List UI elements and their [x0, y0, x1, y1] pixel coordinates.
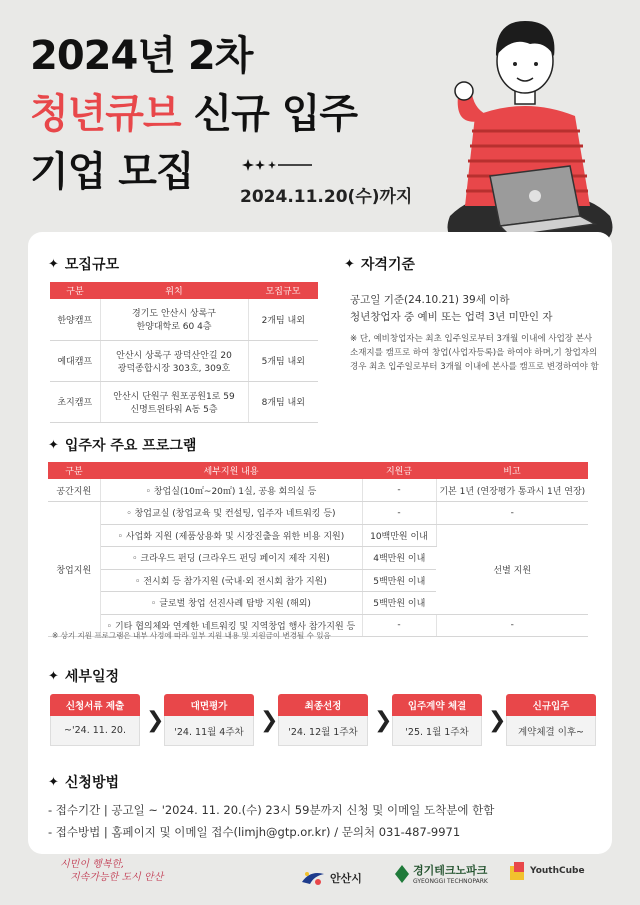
recruit-scale-title: 모집규모	[64, 257, 120, 273]
program-note-merged: 선별 지원	[436, 524, 588, 614]
title-new-tenant: 신규 입주	[193, 91, 357, 137]
youthcube-name: YouthCube	[530, 866, 585, 876]
youthcube-logo	[508, 860, 585, 882]
step-title: 신청서류 제출	[50, 694, 140, 716]
youthcube-emblem-icon	[508, 860, 528, 882]
column-header: 구분	[48, 462, 100, 479]
program-title: 입주자 주요 프로그램	[64, 438, 197, 454]
program-detail: ◦ 사업화 지원 (제품상용화 및 시장진출을 위한 비용 지원)	[100, 524, 362, 547]
title-line-1: 2024년 2차	[30, 33, 253, 79]
qualification-age: 공고일 기준(24.10.21) 39세 이하	[350, 294, 510, 306]
content-card	[28, 232, 612, 854]
program-detail: ◦ 크라우드 펀딩 (크라우드 펀딩 페이지 제작 지원)	[100, 547, 362, 570]
step-title: 최종선정	[278, 694, 368, 716]
recruit-scale-heading	[48, 254, 119, 274]
qualification-heading	[344, 254, 415, 274]
step-date: ~'24. 11. 20.	[50, 716, 140, 746]
step-date: '25. 1월 1주차	[392, 716, 482, 746]
slogan-line-1: 시민이 행복한,	[60, 859, 125, 870]
program-amount: 5백만원 이내	[362, 569, 436, 592]
step-title: 입주계약 체결	[392, 694, 482, 716]
program-table	[48, 462, 588, 637]
program-detail: ◦ 창업실(10㎡~20㎡) 1실, 공용 회의실 등	[100, 479, 362, 502]
student-with-laptop-illustration	[420, 6, 635, 256]
program-note: -	[436, 502, 588, 525]
schedule-title: 세부일정	[64, 669, 120, 685]
schedule-step	[392, 694, 482, 748]
column-header: 구분	[50, 282, 100, 299]
camp-scale: 2개팀 내외	[248, 299, 318, 340]
program-note: -	[436, 614, 588, 637]
camp-scale: 5개팀 내외	[248, 340, 318, 381]
deadline: 2024.11.20(수)까지	[240, 187, 413, 207]
schedule-step	[164, 694, 254, 748]
program-amount: 5백만원 이내	[362, 592, 436, 615]
program-amount: -	[362, 479, 436, 502]
gtp-name-en: GYEONGGI TECHNOPARK	[413, 878, 488, 885]
method-heading	[48, 772, 119, 792]
program-heading	[48, 435, 196, 455]
sparkle-icon: ✦	[344, 256, 355, 272]
qualification-title: 자격기준	[360, 257, 416, 273]
program-amount: 10백만원 이내	[362, 524, 436, 547]
ansan-emblem-icon	[300, 868, 326, 888]
gtp-name-kr: 경기테크노파크	[413, 864, 488, 877]
step-title: 대면평가	[164, 694, 254, 716]
column-header: 비고	[436, 462, 588, 479]
column-header: 위치	[100, 282, 248, 299]
camp-location: 안산시 상록구 광덕산안길 20 광덕종합시장 303호, 309호	[100, 340, 248, 381]
step-date: '24. 11월 4주차	[164, 716, 254, 746]
program-note: 기본 1년 (연장평가 통과시 1년 연장)	[436, 479, 588, 502]
column-header: 지원금	[362, 462, 436, 479]
sparkle-icon: ✦	[48, 256, 59, 272]
ansan-city-logo	[300, 868, 362, 888]
category-space: 공간지원	[48, 479, 100, 502]
title-line-2	[30, 92, 357, 136]
method-period: - 접수기간 | 공고일 ~ '2024. 11. 20.(수) 23시 59분까지 신청 및 이메일 도착분에 한함	[48, 803, 495, 817]
title-line-3: 기업 모집	[30, 149, 194, 195]
sparkle-icon: ✦	[48, 437, 59, 453]
step-date: 계약체결 이후~	[506, 716, 596, 746]
camp-name: 한양캠프	[50, 299, 100, 340]
gtp-emblem-icon	[395, 865, 409, 883]
ansan-city-name: 안산시	[330, 872, 362, 885]
sparkle-line-icon	[242, 158, 312, 172]
step-title: 신규입주	[506, 694, 596, 716]
qualification-text	[350, 292, 606, 326]
chevron-right-icon: ❯	[374, 708, 393, 733]
program-detail: ◦ 기타 협의체와 연계한 네트워킹 및 지역창업 행사 참가지원 등	[100, 614, 362, 637]
table-row	[50, 299, 318, 340]
schedule-steps	[50, 694, 590, 752]
step-date: '24. 12월 1주차	[278, 716, 368, 746]
program-amount: 4백만원 이내	[362, 547, 436, 570]
qualification-career: 청년창업자 중 예비 또는 업력 3년 미만인 자	[350, 311, 553, 323]
camp-scale: 8개팀 내외	[248, 381, 318, 422]
camp-location: 안산시 단원구 원포공원1로 59 신명트윈타워 A동 5층	[100, 381, 248, 422]
method-contact: - 접수방법 | 홈페이지 및 이메일 접수(limjh@gtp.or.kr) / 문의처 031-487-9971	[48, 825, 461, 839]
gtp-logo	[395, 862, 488, 885]
program-footnote: ※ 상기 지원 프로그램은 내부 사정에 따라 일부 지원 내용 및 지원금이 변경될 수 있음	[52, 631, 331, 640]
schedule-step	[50, 694, 140, 748]
camp-name: 예대캠프	[50, 340, 100, 381]
sparkle-icon: ✦	[48, 774, 59, 790]
title-youthcube: 청년큐브	[30, 91, 181, 137]
program-detail: ◦ 글로벌 창업 선진사례 탐방 지원 (해외)	[100, 592, 362, 615]
column-header: 모집규모	[248, 282, 318, 299]
chevron-right-icon: ❯	[488, 708, 507, 733]
program-detail: ◦ 전시회 등 참가지원 (국내·외 전시회 참가 지원)	[100, 569, 362, 592]
sparkle-icon: ✦	[48, 668, 59, 684]
program-amount: -	[362, 614, 436, 637]
qualification-note: ※ 단, 예비창업자는 최초 입주일로부터 3개월 이내에 사업장 본사 소재지를 캠프로 하여 창업(사업자등록)을 하여야 하며,기 창업자의 경우 최초 입주일로부터 3개월 이내에 본사를 캠프로 변경하여야 함	[350, 334, 599, 372]
table-row	[50, 381, 318, 422]
schedule-heading	[48, 666, 119, 686]
program-amount: -	[362, 502, 436, 525]
slogan-line-2: 지속가능한 도시 안산	[70, 872, 164, 883]
category-startup: 창업지원	[48, 502, 100, 637]
recruit-scale-table	[50, 282, 318, 423]
program-detail: ◦ 창업교실 (창업교육 및 컨설팅, 입주자 네트워킹 등)	[100, 502, 362, 525]
table-row	[50, 340, 318, 381]
schedule-step	[278, 694, 368, 748]
camp-location: 경기도 안산시 상록구 한양대학로 60 4층	[100, 299, 248, 340]
table-row	[48, 524, 588, 547]
ansan-slogan-logo	[60, 858, 163, 884]
schedule-step	[506, 694, 596, 748]
method-title: 신청방법	[64, 775, 120, 791]
chevron-right-icon: ❯	[260, 708, 279, 733]
chevron-right-icon: ❯	[146, 708, 165, 733]
camp-name: 초지캠프	[50, 381, 100, 422]
column-header: 세부지원 내용	[100, 462, 362, 479]
table-row	[48, 502, 588, 525]
table-row	[48, 479, 588, 502]
